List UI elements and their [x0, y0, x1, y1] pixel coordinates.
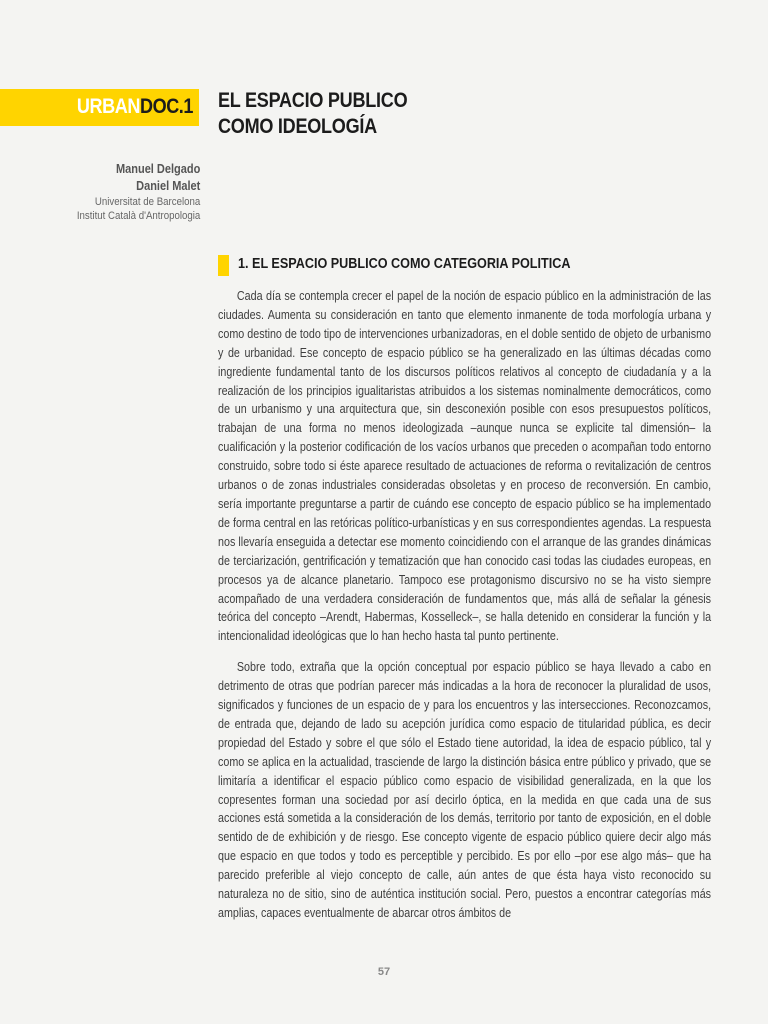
series-label-band — [0, 89, 199, 126]
author-affiliation: Universitat de Barcelona — [94, 196, 200, 208]
body-paragraph: Sobre todo, extraña que la opción conceptual por espacio público se haya llevado a cabo en detrimento de otras que podrían parecer más indicadas a la hora de reconocer la pluralidad de usos, significados y funciones de un espacio de y para los encuentros y las intersecciones. Reconozcamos, de entrada que, dejando de lado su acepción jurídica como espacio de titularidad pública, es decir propiedad del Estado y sobre el que sólo el Estado tiene autoridad, la idea de espacio público, tal y como se aplica en la actualidad, trasciende de largo la distinción básica entre público y privado, que se limitaría a identificar el espacio público como espacio de visibilidad generalizada, en la que los copresentes forman una sociedad por así decirlo óptica, en la medida en que cada una de sus acciones está sometida a la consideración de los demás, territorio por tanto de exposición, en el doble sentido de de exhibición y de riesgo. Ese concepto vigente de espacio público quiere decir algo más que espacio en que todos y todo es perceptible y percibido. Es por ello –por ese algo más– que ha parecido preferible al viejo concepto de calle, aún antes de que ésta haya visto reconocido su naturaleza no de sitio, sino de auténtica institución social. Pero, puestos a encontrar categorías más amplias, capaces eventualmente de abarcar otros ámbitos de — [218, 660, 712, 920]
series-label-urban: URBAN — [76, 95, 140, 118]
body-paragraph: Cada día se contempla crecer el papel de la noción de espacio público en la administración de las ciudades. Aumenta su consideración en tanto que elemento inmanente de toda morfología urbana y como destino de todo tipo de intervenciones urbanizadoras, en el doble sentido de objeto de urbanismo y de urbanidad. Ese concepto de espacio público se ha generalizado en las últimas décadas como ingrediente fundamental tanto de los discursos políticos relativos al concepto de ciudadanía y a la realización de los principios igualitaristas atribuidos a los sistemas nominalmente democráticos, como de un urbanismo y una arquitectura que, sin desconexión posible con esos presupuestos políticos, trabajan de una forma no menos ideologizada –aunque nunca se explicite tal dimensión– la cualificación y la posterior codificación de los vacíos urbanos que preceden o acompañan todo entorno construido, sobre todo si éste aparece resultado de actuaciones de reforma o revitalización de centros urbanos o de zonas industriales consideradas obsoletas y en proceso de reconversión. En cambio, sería importante preguntarse a partir de cuándo ese concepto de espacio público se ha implementado de forma central en las retóricas político-urbanísticas y en sus correspondientes agendas. La respuesta nos llevaría enseguida a detectar ese momento coincidiendo con el arranque de las grandes dinámicas de terciarización, gentrificación y tematización que han conocido casi todas las ciudades europeas, en procesos ya de alcance planetario. Tampoco ese protagonismo discursivo no se ha visto siempre acompañado de una verdadera consideración de fundamentos que, más allá de señalar la génesis teórica del concepto –Arendt, Habermas, Kosselleck–, se halla detenido en considerar la función y la intencionalidad ideológicas que lo han hecho hasta tal punto pertinente. — [218, 289, 712, 644]
author-name: Manuel Delgado — [115, 162, 200, 176]
author-affiliation: Institut Català d'Antropologia — [76, 210, 200, 222]
section-heading: 1. EL ESPACIO PUBLICO COMO CATEGORIA POLITICA — [238, 256, 571, 272]
article-title-line-2: COMO IDEOLOGÍA — [218, 115, 377, 138]
author-block — [77, 161, 200, 223]
article-body — [218, 287, 711, 923]
page-number: 57 — [377, 966, 391, 978]
series-label-doc: DOC.1 — [139, 95, 193, 118]
article-title-line-1: EL ESPACIO PUBLICO — [218, 89, 408, 112]
section-marker — [218, 255, 229, 276]
author-name: Daniel Malet — [135, 179, 200, 193]
article-title — [218, 88, 407, 140]
series-label — [77, 94, 193, 120]
